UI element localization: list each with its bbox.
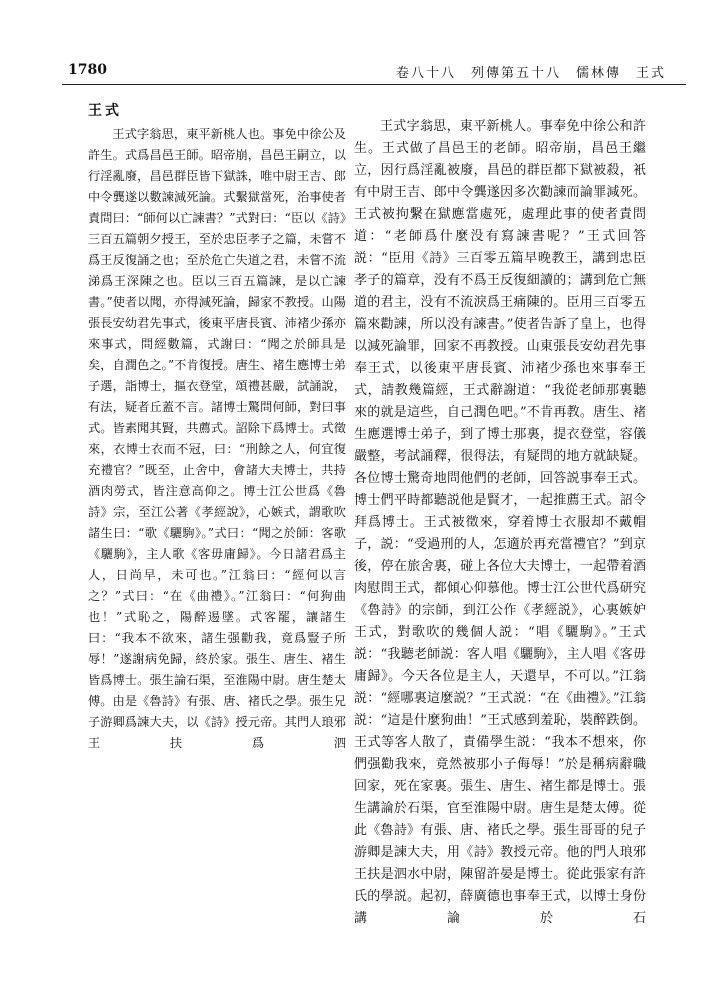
translation-column: [354, 116, 646, 982]
classical-text: 王式字翁思，東平新桃人也。事免中徐公及許生。式爲昌邑王師。昭帝崩，昌邑王嗣立，以行淫亂廢，昌邑群臣皆下獄誅，唯中尉王吉、郎中令龔遂以數諫減死論。式繫獄當死，治事使者責問曰：“師何以亡諫書？”式對曰：“臣以《詩》三百五篇朝夕授王，至於忠臣孝子之篇，未嘗不爲王反復誦之也；至於危亡失道之君，未嘗不流涕爲王深陳之也。臣以三百五篇諫，是以亡諫書。”使者以聞，亦得減死論，歸家不教授。山陽張長安幼君先事式，後東平唐長賓、沛褚少孫亦來事式，問經數篇，式謝曰：“聞之於師具是矣，自潤色之。”不肯復授。唐生、褚生應博士弟子選，詣博士，摳衣登堂，頌禮甚嚴，試誦說，有法，疑者丘蓋不言。諸博士驚問何師，對曰事式。皆素聞其賢，共薦式。詔除下爲博士。式徵來，衣博士衣而不冠，曰：“刑餘之人，何宜復充禮官？”既至，止舍中，會諸大夫博士，共持酒肉勞式，皆注意高仰之。博士江公世爲《魯詩》宗，至江公著《孝經說》，心嫉式，謂歌吹諸生曰：“歌《驪駒》。”式曰：“聞之於師：客歌《驪駒》，主人歌《客毋庸歸》。今日諸君爲主人，日尚早，未可也。”江翁曰：“經何以言之？”式曰：“在《曲禮》。”江翁曰：“何狗曲也！”式恥之，陽醉逷墜。式客罷，讓諸生曰：“我本不欲來，諸生强勸我，竟爲豎子所辱！”遂謝病免歸，終於家。張生、唐生、褚生皆爲博士。張生論石渠，至淮陽中尉。唐生楚太傅。由是《魯詩》有張、唐、褚氏之學。張生兄子游卿爲諫大夫，以《詩》授元帝。其門人琅邪王扶爲泗: [88, 127, 346, 750]
section-title: 王式: [88, 103, 122, 119]
page-header: [68, 60, 686, 82]
classical-text-column: [88, 100, 346, 998]
header-rule: [62, 84, 686, 85]
running-head: 卷八十八 列傳第五十八 儒林傳 王式: [395, 66, 666, 81]
page-number: 1780: [68, 62, 107, 78]
translation-text: 王式字翁思，東平新桃人。事奉免中徐公和許生。王式做了昌邑王的老師。昭帝崩，昌邑王繼立，因行爲淫亂被廢，昌邑的群臣都下獄被殺，衹有中尉王吉、郎中令龔遂因多次勸諫而論罪減死。王式被拘繫在獄應當處死，處理此事的使者責問道：“老師爲什麼没有寫諫書呢？”王式回答説：“臣用《詩》三百零五篇早晚教王，講到忠臣孝子的篇章，没有不爲王反復細讀的；講到危亡無道的君主，没有不流淚爲王痛陳的。臣用三百零五篇來勸諫，所以没有諫書。”使者告訴了皇上，也得以減死論罪，回家不再教授。山東張長安幼君先事奉王式，以後東平唐長賓、沛褚少孫也來事奉王式，請教幾篇經，王式辭謝道：“我從老師那裏聽來的就是這些，自己潤色吧。”不肯再教。唐生、褚生應選博士弟子，到了博士那裏，提衣登堂，容儀嚴整，考試誦釋，很得法，有疑問的地方就缺疑。各位博士驚奇地問他們的老師，回答説事奉王式。博士們平時都聽説他是賢才，一起推薦王式。詔令拜爲博士。王式被徵來，穿着博士衣服却不戴帽子，説：“受過刑的人，怎適於再充當禮官？”到京後，停在旅舍裏，碰上各位大夫博士，一起帶着酒肉慰問王式，都傾心仰慕他。博士江公世代爲研究《魯詩》的宗師，到江公作《孝經説》，心裏嫉妒王式，對歌吹的幾個人説：“唱《驪駒》。”王式説：“我聽老師説：客人唱《驪駒》，主人唱《客毋庸歸》。今天各位是主人，天還早，不可以。”江翁説：“經哪裏這麼説？”王式説：“在《曲禮》。”江翁説：“這是什麼狗曲！”王式感到羞恥，裝醉跌倒。王式等客人散了，責備學生説：“我本不想來，你們强勸我來，竟然被那小子侮辱！”於是稱病辭職回家，死在家裏。張生、唐生、褚生都是博士。張生講論於石渠，官至淮陽中尉。唐生是楚太傅。從此《魯詩》有張、唐、褚氏之學。張生哥哥的兒子游卿是諫大夫，用《詩》教授元帝。他的門人琅邪王扶是泗水中尉，陳留許晏是博士。從此張家有許氏的學説。起初，薛廣德也事奉王式，以博士身份講論於石: [354, 119, 646, 926]
